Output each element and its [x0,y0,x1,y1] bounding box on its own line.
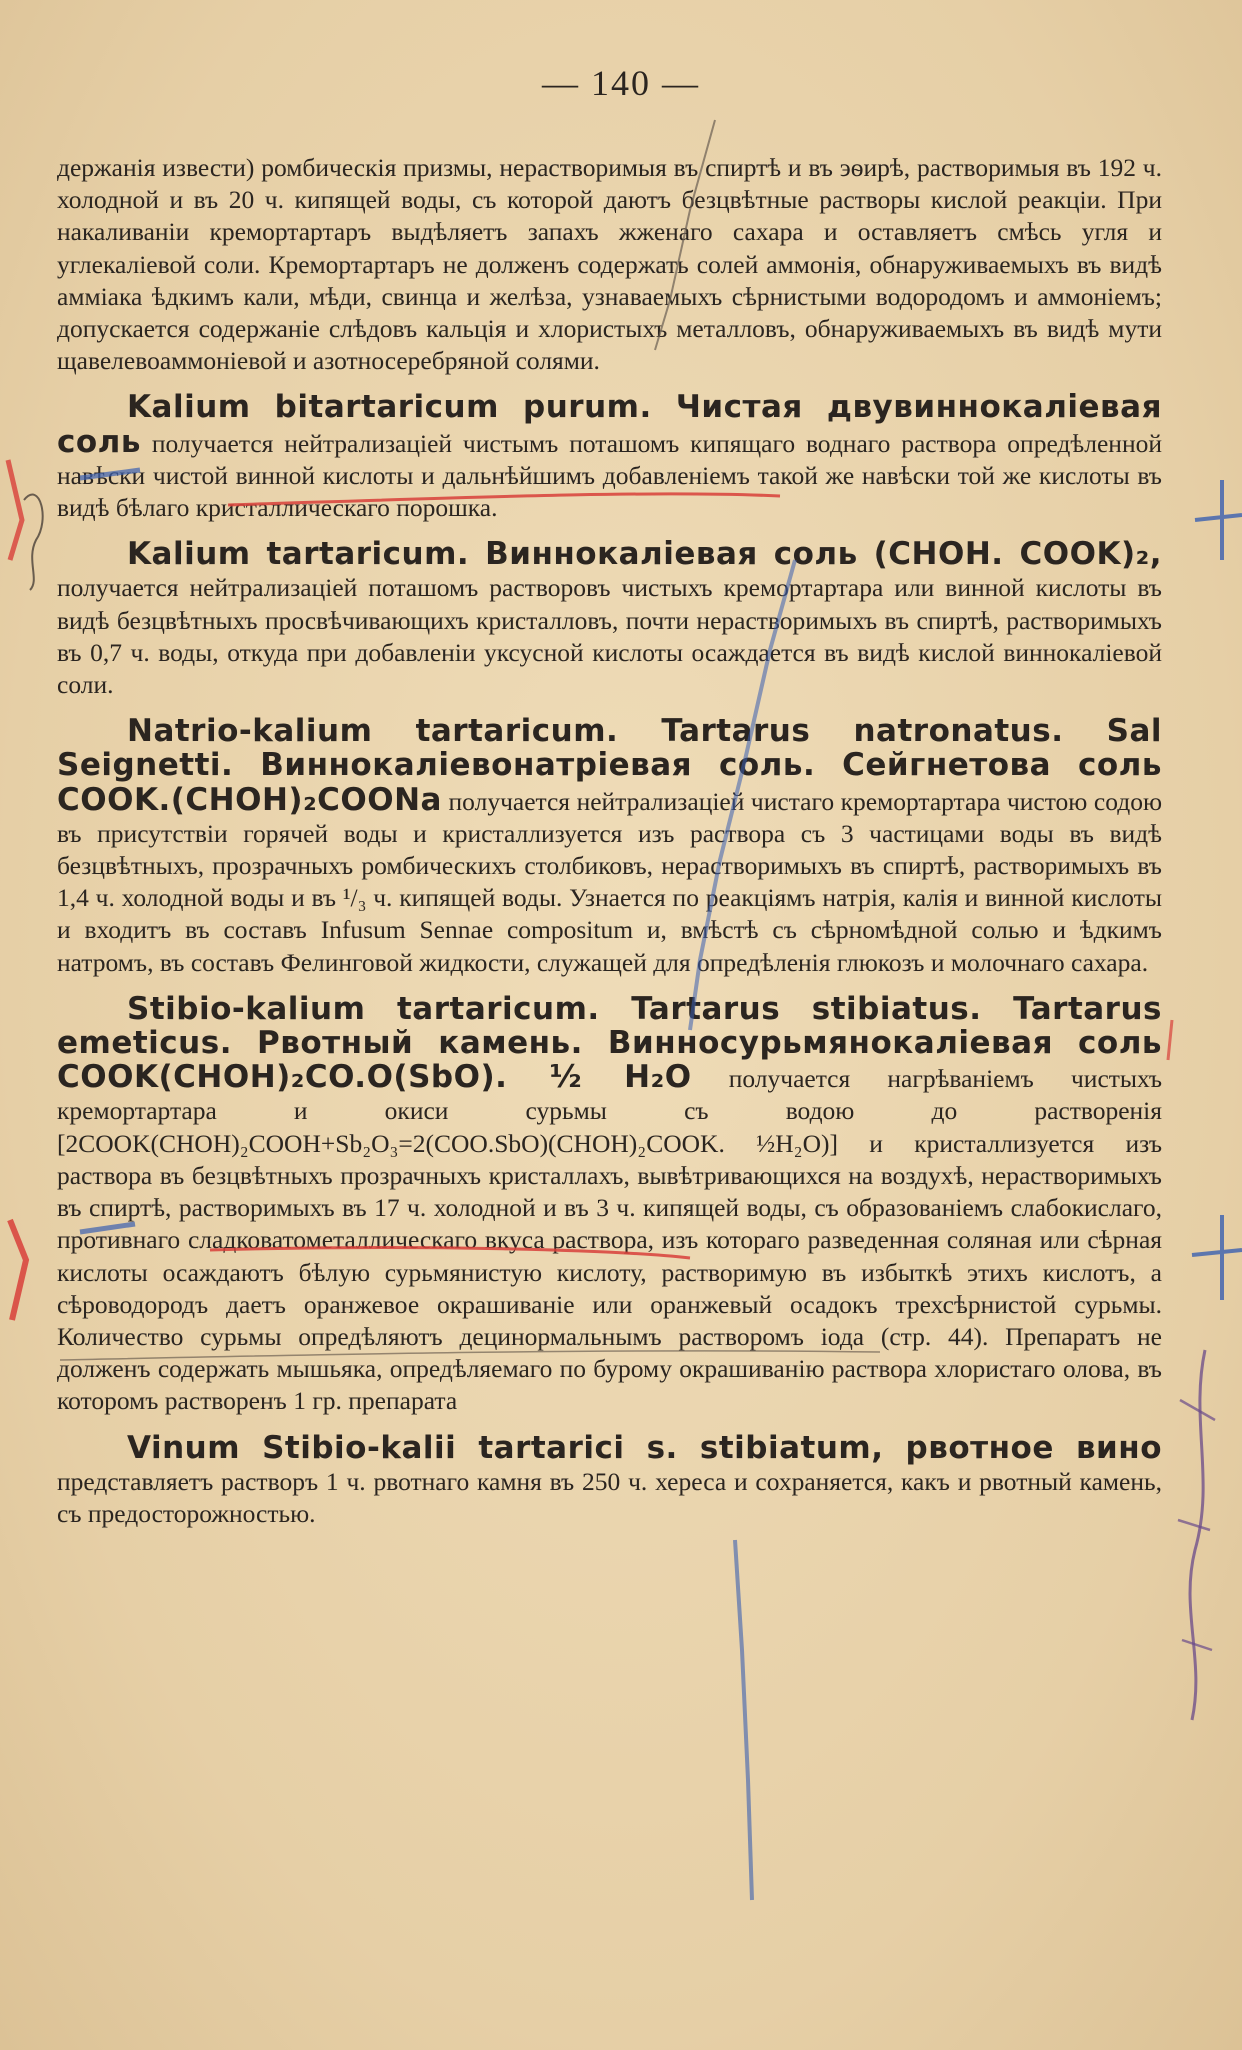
entry-text: представляетъ растворъ 1 ч. рвотнаго камня въ 250 ч. хереса и сохраняется, какъ и рвотный камень, съ предосторожностью. [57,1466,1162,1528]
paragraph-text: держанія извести) ромбическія призмы, нерастворимыя въ спиртѣ и въ эѳирѣ, растворимыя въ 192 ч. холодной и въ 20 ч. кипящей воды, съ которой даютъ безцвѣтные растворы кислой реакціи. При накаливаніи кремортартаръ выдѣляетъ запахъ жженаго сахара и оставляетъ смѣсь угля и углекаліевой соли. Кремортартаръ не долженъ содержать солей аммонія, обнаруживаемыхъ въ видѣ амміака ѣдкимъ кали, мѣди, свинца и желѣза, узнаваемыхъ сѣрнистыми водородомъ и аммоніемъ; допускается содержаніе слѣдовъ кальція и хлористыхъ металловъ, обнаруживаемыхъ въ видѣ мути щавелевоаммоніевой и азотносеребряной солями. [57,153,1162,376]
gray-pencil-scribble [24,495,43,590]
entry-vinum-stibio-kalii [57,1429,1162,1531]
entry-text: получается нейтрализаціей поташомъ растворовъ чистыхъ кремортартара или винной кислоты въ видѣ безцвѣтныхъ просвѣчивающихъ кристалловъ, почти нерастворимыхъ въ спиртѣ, растворимыхъ въ 0,7 ч. воды, откуда при добавленіи уксусной кислоты осаждается въ видѣ кислой виннокаліевой соли. [57,573,1162,700]
blue-cross-mark [1192,1215,1242,1300]
red-margin-mark [8,460,22,560]
entry-heading: Stibio-kalium tartaricum. Tartarus stibiatus. Tartarus emeticus. Рвотный камень. Винносурьмянокаліевая соль COOK(CHOH)₂CO.O(SbO). ½ H₂O [57,990,1162,1096]
entry-kalium-bitartaricum [57,391,1162,524]
entry-heading: Vinum Stibio-kalii tartarici s. stibiatum, рвотное вино [127,1429,1162,1466]
entry-heading: Kalium tartaricum. Виннокаліевая соль (CHOH. COOK)₂, [127,536,1162,573]
entry-kalium-tartaricum [57,538,1162,701]
blue-cross-mark [1195,480,1242,560]
entry-heading: Natrio-kalium tartaricum. Tartarus natronatus. Sal Seignetti. Виннокаліевонатріевая соль. Сейгнетова соль COOK.(CHOH)₂COONa [57,713,1162,818]
paragraph-continued [57,152,1162,377]
purple-handwriting [1178,1400,1215,1650]
red-margin-mark [10,1220,26,1320]
entry-stibio-kalium-tartaricum [57,990,1163,1418]
entry-text: получается нагрѣваніемъ чистыхъ кремортартара и окиси сурьмы съ водою до растворенія [2COOK(CHOH)₂COOH+Sb₂O₃=2(COO.SbO)(CHOH)₂COOK. ½H₂O)] и кристаллизуется изъ раствора въ безцвѣтныхъ прозрачныхъ кристаллахъ, вывѣтривающихся на воздухѣ, нерастворимыхъ въ спиртѣ, растворимыхъ въ 17 ч. холодной и въ 3 ч. кипящей воды, съ образованіемъ слабокислаго, противнаго сладковатометаллическаго вкуса раствора, изъ котораго разведенная соляная или сѣрная кислоты осаждаютъ бѣлую сурьмянистую кислоту, растворимую въ избыткѣ этихъ кислотъ, а сѣроводородъ даетъ оранжевое окрашиваніе или оранжевый осадокъ трехсѣрнистой сурьмы. Количество сурьмы опредѣляютъ децинормальнымъ растворомъ іода (стр. 44). Препаратъ не долженъ содержать мышьяка, опредѣляемаго по бурому окрашиванію раствора хлористаго олова, въ которомъ растворенъ 1 гр. препарата [57,1064,1163,1416]
entry-text: получается нейтрализаціей чистымъ поташомъ кипящаго воднаго раствора опредѣленной навѣски чистой винной кислоты и дальнѣйшимъ добавленіемъ такой же навѣски той же кислоты въ видѣ бѣлаго кристаллическаго порошка. [57,428,1162,523]
page-body [57,152,1162,1530]
purple-handwriting [1190,1350,1205,1720]
entry-heading: Kalium bitartaricum purum. Чистая двувиннокаліевая соль [57,389,1162,460]
entry-text: получается нейтрализаціей чистаго кремортартара чистою содою въ присутствіи горячей воды и кристаллизуется изъ раствора съ 3 частицами воды въ видѣ безцвѣтныхъ, прозрачныхъ ромбическихъ столбиковъ, нерастворимыхъ въ спиртѣ, растворимыхъ въ 1,4 ч. холодной воды и въ ¹/₃ ч. кипящей воды. Узнается по реакціямъ натрія, калія и винной кислоты и входитъ въ составъ Infusum Sennae compositum и, вмѣстѣ съ сѣрномѣдной солью и ѣдкимъ натромъ, въ составъ Фелинговой жидкости, служащей для опредѣленія глюкозъ и молочнаго сахара. [57,786,1162,977]
entry-natrio-kalium-tartaricum [57,715,1162,979]
blue-pencil-stroke [735,1540,752,1900]
page-number: — 140 — [542,63,700,103]
red-margin-mark [1168,1020,1172,1060]
